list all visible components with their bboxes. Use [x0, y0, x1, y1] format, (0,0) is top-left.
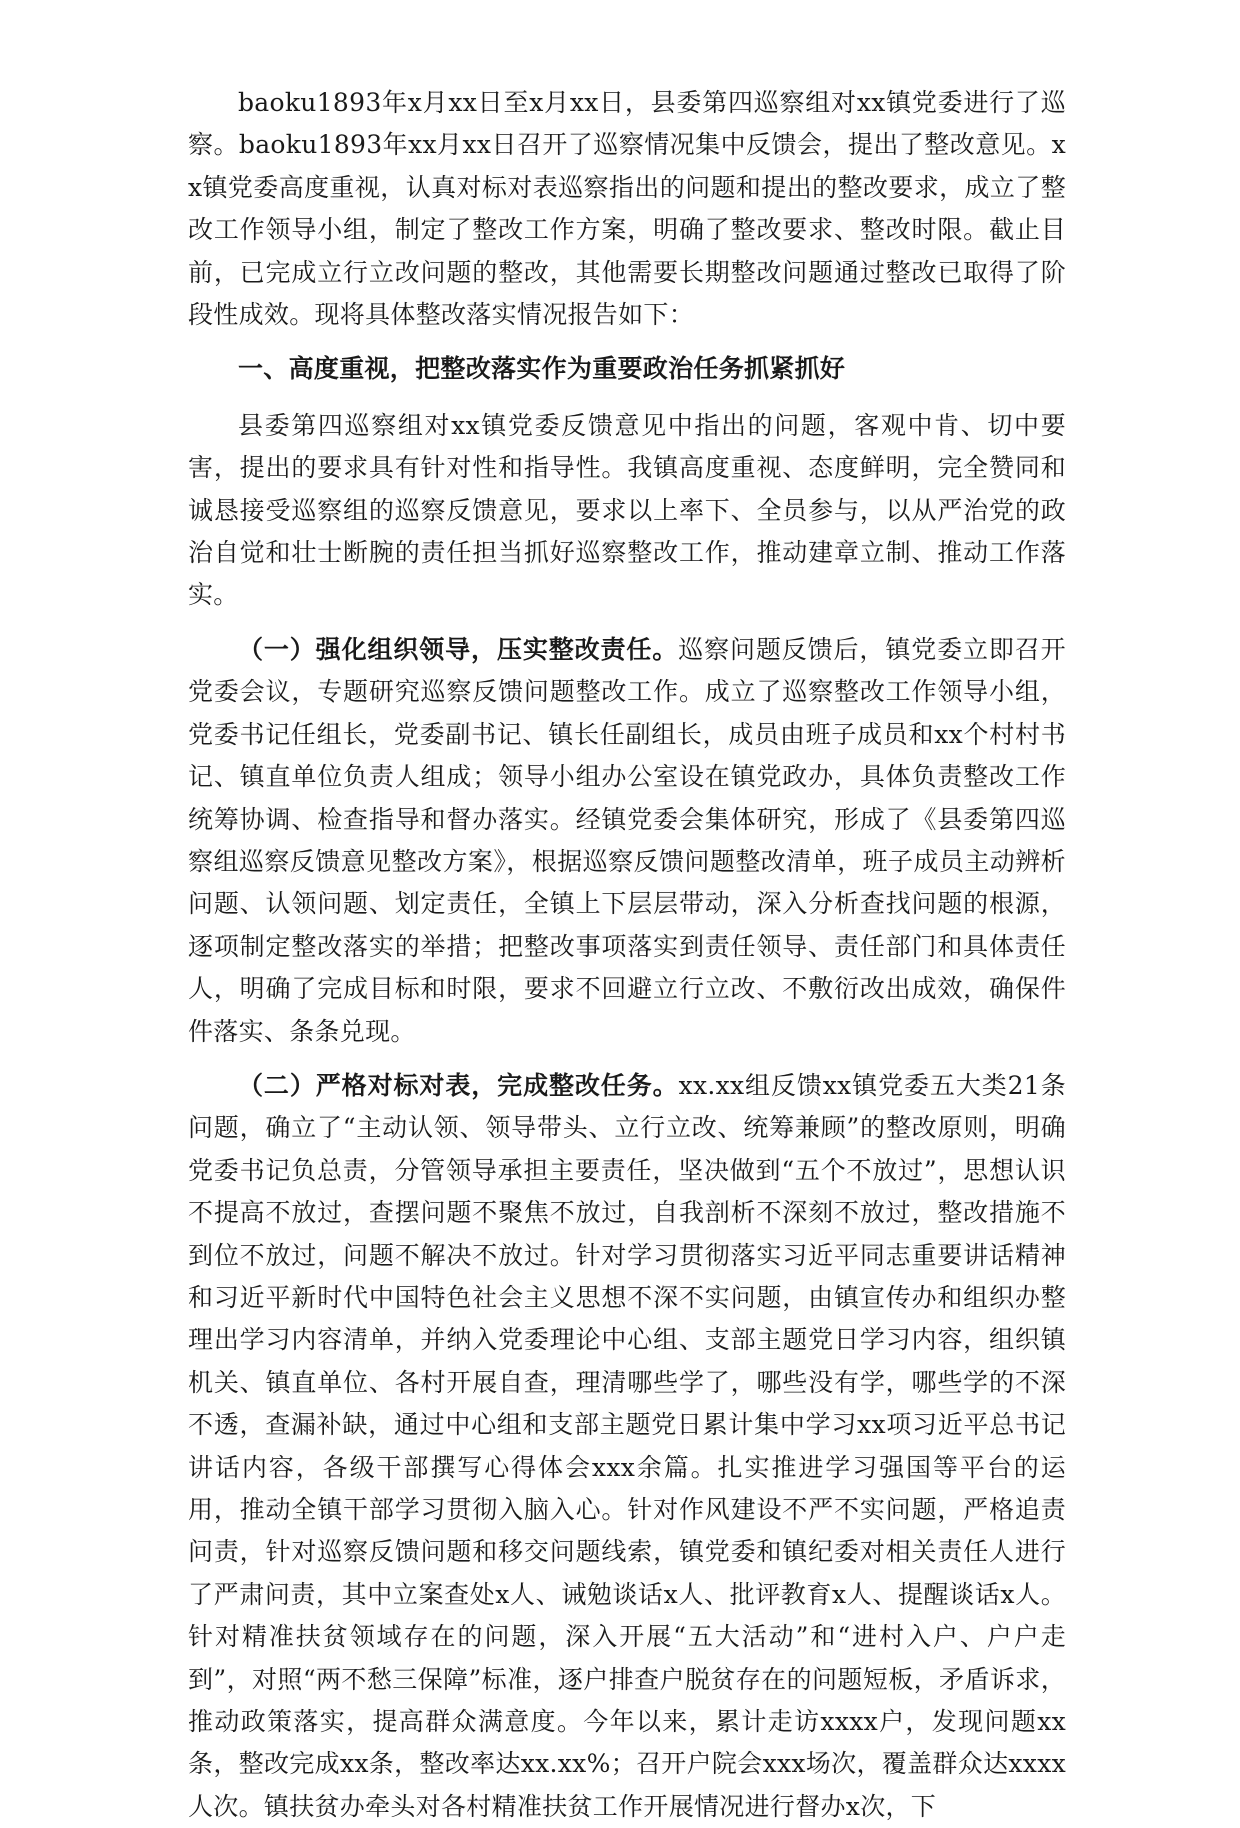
item-one-body: 巡察问题反馈后，镇党委立即召开党委会议，专题研究巡察反馈问题整改工作。成立了巡察整改工作领导小组，党委书记任组长，党委副书记、镇长任副组长，成员由班子成员和xx个村村书记、镇直单位负责人组成；领导小组办公室设在镇党政办，具体负责整改工作统筹协调、检查指导和督办落实。经镇党委会集体研究，形成了《县委第四巡察组巡察反馈意见整改方案》，根据巡察反馈问题整改清单，班子成员主动辨析问题、认领问题、划定责任，全镇上下层层带动，深入分析查找问题的根源，逐项制定整改落实的举措；把整改事项落实到责任领导、责任部门和具体责任人，明确了完成目标和时限，要求不回避立行立改、不敷衍改出成效，确保件件落实、条条兑现。	[188, 634, 1066, 1046]
item-two-lead: （二）严格对标对表，完成整改任务。	[238, 1070, 679, 1100]
item-two-body: xx.xx组反馈xx镇党委五大类21条问题，确立了“主动认领、领导带头、立行立改、统筹兼顾”的整改原则，明确党委书记负总责，分管领导承担主要责任，坚决做到“五个不放过”，思想认识不提高不放过，查摆问题不聚焦不放过，自我剖析不深刻不放过，整改措施不到位不放过，问题不解决不放过。针对学习贯彻落实习近平同志重要讲话精神和习近平新时代中国特色社会主义思想不深不实问题，由镇宣传办和组织办整理出学习内容清单，并纳入党委理论中心组、支部主题党日学习内容，组织镇机关、镇直单位、各村开展自查，理清哪些学了，哪些没有学，哪些学的不深不透，查漏补缺，通过中心组和支部主题党日累计集中学习xx项习近平总书记讲话内容，各级干部撰写心得体会xxx余篇。扎实推进学习强国等平台的运用，推动全镇干部学习贯彻入脑入心。针对作风建设不严不实问题，严格追责问责，针对巡察反馈问题和移交问题线索，镇党委和镇纪委对相关责任人进行了严肃问责，其中立案查处x人、诫勉谈话x人、批评教育x人、提醒谈话x人。针对精准扶贫领域存在的问题，深入开展“五大活动”和“进村入户、户户走到”，对照“两不愁三保障”标准，逐户排查户脱贫存在的问题短板，矛盾诉求，推动政策落实，提高群众满意度。今年以来，累计走访xxxx户，发现问题xx条，整改完成xx条，整改率达xx.xx%；召开户院会xxx场次，覆盖群众达xxxx人次。镇扶贫办牵头对各村精准扶贫工作开展情况进行督办x次，下	[188, 1070, 1066, 1821]
section-paragraph: 县委第四巡察组对xx镇党委反馈意见中指出的问题，客观中肯、切中要害，提出的要求具有针对性和指导性。我镇高度重视、态度鲜明，完全赞同和诚恳接受巡察组的巡察反馈意见，要求以上率下、全员参与，以从严治党的政治自觉和壮士断腕的责任担当抓好巡察整改工作，推动建章立制、推动工作落实。	[188, 410, 1066, 610]
item-one-lead: （一）强化组织领导，压实整改责任。	[238, 634, 679, 664]
section-heading: 一、高度重视，把整改落实作为重要政治任务抓紧抓好	[238, 354, 846, 384]
intro-paragraph: baoku1893年x月xx日至x月xx日，县委第四巡察组对xx镇党委进行了巡察。baoku1893年xx月xx日召开了巡察情况集中反馈会，提出了整改意见。xx镇党委高度重视，认真对标对表巡察指出的问题和提出的整改要求，成立了整改工作领导小组，制定了整改工作方案，明确了整改要求、整改时限。截止目前，已完成立行立改问题的整改，其他需要长期整改问题通过整改已取得了阶段性成效。现将具体整改落实情况报告如下：	[188, 88, 1066, 330]
document-page	[188, 82, 1066, 1828]
item-two-paragraph	[188, 1065, 1066, 1828]
item-one-paragraph	[188, 629, 1066, 1053]
